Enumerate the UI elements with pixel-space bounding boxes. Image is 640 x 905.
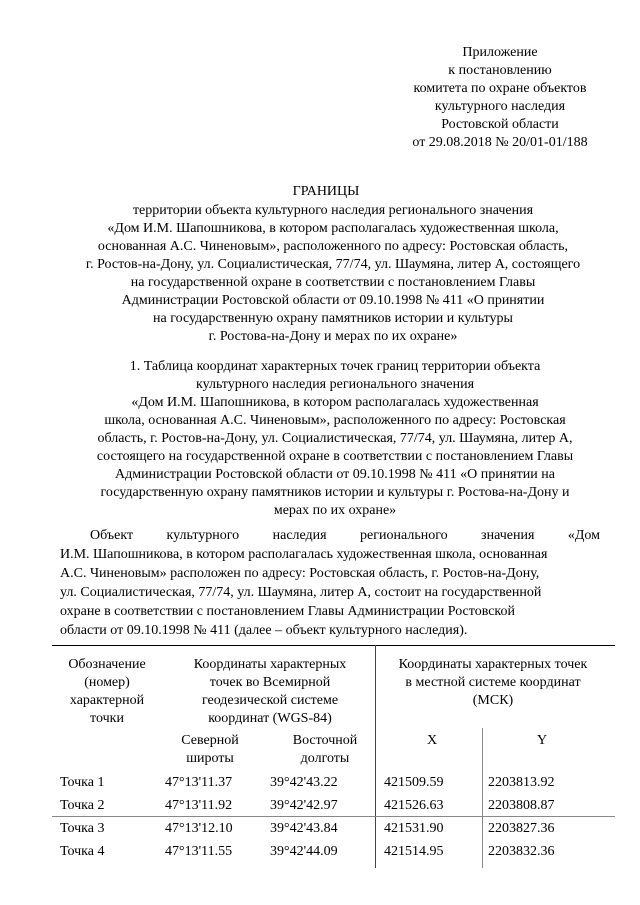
section-line: школа, основанная А.С. Чиненовым», расположенного по адресу: Ростовская — [104, 413, 566, 428]
paragraph-line: охране в соответствии с постановлением Главы Администрации Ростовской — [60, 604, 516, 619]
subheader-north-line: широты — [186, 751, 234, 766]
cell-y: 2203808.87 — [488, 798, 555, 813]
cell-point: Точка 1 — [60, 775, 105, 790]
header-wgs84-line: Координаты характерных — [193, 657, 347, 672]
cell-x: 421531.90 — [384, 821, 444, 836]
cell-x: 421509.59 — [384, 775, 444, 790]
header-point-line: характерной — [69, 693, 145, 708]
cell-y: 2203813.92 — [488, 775, 555, 790]
cell-y: 2203827.36 — [488, 821, 555, 836]
subtitle-line: на государственную охрану памятников истории и культуры — [153, 311, 513, 326]
annex-line: Ростовской области — [441, 117, 559, 132]
cell-north: 47°13'11.37 — [165, 775, 233, 790]
cell-point: Точка 3 — [60, 821, 105, 836]
cell-north: 47°13'12.10 — [165, 821, 233, 836]
section-line: Администрации Ростовской области от 09.10.1998 № 411 «О принятии на — [115, 467, 555, 482]
header-point-line: Обозначение — [68, 657, 146, 672]
header-msk-line: Координаты характерных точек — [398, 657, 588, 672]
cell-east: 39°42'44.09 — [270, 844, 338, 859]
table-row-divider — [52, 816, 615, 817]
header-wgs84-line: координат (WGS-84) — [208, 711, 332, 726]
section-line: область, г. Ростов-на-Дону, ул. Социалистическая, 77/74, ул. Шаумяна, литер А, — [97, 431, 573, 446]
header-point-line: (номер) — [84, 675, 130, 690]
subheader-north-line: Северной — [181, 733, 239, 748]
subheader-east — [282, 732, 368, 768]
subtitle-line: г. Ростов-на-Дону, ул. Социалистическая, 77/74, ул. Шаумяна, литер А, состоящего — [85, 257, 581, 272]
cell-x: 421514.95 — [384, 844, 444, 859]
paragraph-line: ул. Социалистическая, 77/74, ул. Шаумяна, литер А, состоит на государственной — [60, 585, 542, 600]
table-vertical-divider — [375, 645, 376, 868]
section-line: состоящего на государственной охране в соответствии с постановлением Главы — [96, 449, 574, 464]
paragraph-line: И.М. Шапошникова, в котором располагалась художественная школа, основанная — [60, 547, 548, 562]
annex-line: культурного наследия — [434, 99, 566, 114]
subtitle-line: «Дом И.М. Шапошникова, в котором располагалась художественная школа, — [107, 221, 559, 236]
header-point-label — [52, 656, 162, 728]
title-text: ГРАНИЦЫ — [292, 184, 360, 199]
section-line: «Дом И.М. Шапошникова, в котором располагалась художественная — [131, 395, 539, 410]
cell-north: 47°13'11.92 — [165, 798, 233, 813]
annex-line: к постановлению — [448, 63, 552, 78]
annex-line: от 29.08.2018 № 20/01-01/188 — [412, 135, 588, 150]
cell-east: 39°42'43.84 — [270, 821, 338, 836]
cell-east: 39°42'42.97 — [270, 798, 338, 813]
cell-y: 2203832.36 — [488, 844, 555, 859]
subtitle-line: основанная А.С. Чиненовым», расположенного по адресу: Ростовская область, — [97, 239, 569, 254]
subtitle-line: территории объекта культурного наследия регионального значения — [132, 203, 534, 218]
paragraph-line: Объект культурного наследия регионального значения «Дом — [90, 528, 600, 543]
header-msk-line: в местной системе координат — [405, 675, 581, 690]
section-line: 1. Таблица координат характерных точек границ территории объекта — [129, 359, 541, 374]
section-line: государственную охрану памятников истории и культуры г. Ростова-на-Дону и — [100, 485, 570, 500]
subheader-north — [172, 732, 248, 768]
cell-x: 421526.63 — [384, 798, 444, 813]
header-point-line: точки — [90, 711, 124, 726]
header-msk — [378, 656, 608, 710]
annex-line: Приложение — [462, 45, 538, 60]
header-wgs84-line: точек во Всемирной — [209, 675, 331, 690]
table-top-border — [52, 645, 615, 646]
subheader-y: Y — [537, 733, 548, 748]
subtitle-line: г. Ростова-на-Дону и мерах по их охране» — [208, 329, 458, 344]
table-subcolumn-divider — [482, 728, 483, 868]
cell-point: Точка 2 — [60, 798, 105, 813]
header-wgs84-line: геодезической системе — [201, 693, 339, 708]
subtitle-line: Администрации Ростовской области от 09.10.1998 № 411 «О принятии — [121, 293, 545, 308]
subheader-east-line: Восточной — [292, 733, 358, 748]
subheader-x: X — [427, 733, 438, 748]
paragraph-line: области от 09.10.1998 № 411 (далее – объект культурного наследия). — [60, 623, 468, 638]
header-wgs84 — [170, 656, 370, 728]
section-line: мерах по их охране» — [273, 503, 397, 518]
cell-north: 47°13'11.55 — [165, 844, 233, 859]
subtitle-line: на государственной охране в соответствии с постановлением Главы — [130, 275, 536, 290]
cell-point: Точка 4 — [60, 844, 105, 859]
section-line: культурного наследия регионального значения — [195, 377, 475, 392]
subheader-east-line: долготы — [300, 751, 350, 766]
annex-line: комитета по охране объектов — [413, 81, 587, 96]
paragraph-line: А.С. Чиненовым» расположен по адресу: Ростовская область, г. Ростов-на-Дону, — [60, 566, 540, 581]
cell-east: 39°42'43.22 — [270, 775, 338, 790]
header-msk-line: (МСК) — [472, 693, 514, 708]
